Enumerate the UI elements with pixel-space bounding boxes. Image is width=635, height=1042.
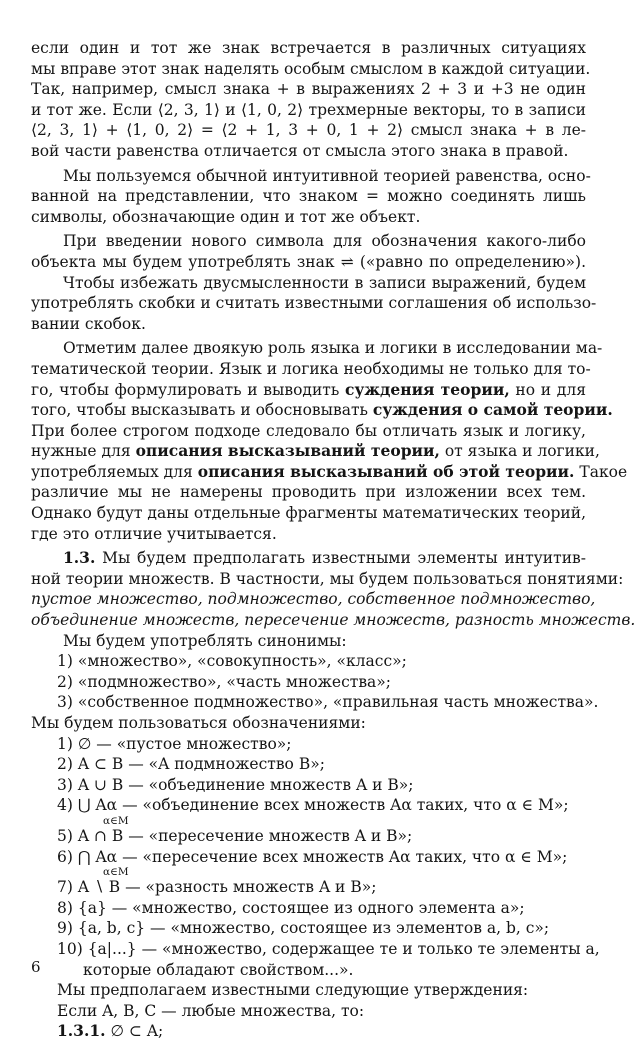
text-fragment: ∅ ⊂ A;	[105, 1022, 164, 1041]
list-item: 8) {a} — «множество, состоящее из одного элемента a»;	[57, 898, 525, 917]
text-line: вой части равенства отличается от смысла этого знака в правой.	[31, 141, 569, 160]
page-number: 6	[31, 958, 41, 976]
list-item: 1) «множество», «совокупность», «класс»;	[57, 652, 407, 671]
text-line: различие мы не намерены проводить при изложении всех тем.	[31, 483, 586, 502]
text-line: объекта мы будем употреблять знак ⇌ («равно по определению»).	[31, 252, 586, 271]
text-line: ⟨2, 3, 1⟩ + ⟨1, 0, 2⟩ = ⟨2 + 1, 3 + 0, 1 + 2⟩ смысл знака + в ле-	[31, 121, 586, 140]
list-item: 3) A ∪ B — «объединение множеств A и B»;	[57, 775, 414, 794]
list-intro: Мы будем пользоваться обозначениями:	[31, 714, 366, 732]
list-item: 2) A ⊂ B — «A подмножество B»;	[57, 755, 325, 774]
paragraph-language-logic	[31, 338, 628, 544]
text-line: При введении нового символа для обозначения какого-либо	[63, 232, 586, 251]
list-item: 1) ∅ — «пустое множество»;	[57, 734, 292, 753]
text-line	[31, 380, 586, 401]
statement-1-3-1	[31, 1021, 586, 1042]
text-fragment: употребляемых для	[31, 462, 198, 481]
text-line: символы, обозначающие один и тот же объект.	[31, 207, 421, 226]
list-item: 3) «собственное подмножество», «правильная часть множества».	[57, 693, 599, 712]
text-line: мы вправе этот знак наделять особым смыслом в каждой ситуации.	[31, 59, 591, 78]
paragraph-equality	[31, 166, 591, 228]
text-fragment: го, чтобы формулировать и выводить	[31, 380, 346, 399]
notations-list	[31, 713, 600, 980]
italic-terms: объединение множеств, пересечение множеств, разность множеств.	[31, 611, 635, 630]
text-fragment: того, чтобы высказывать и обосновывать	[31, 401, 373, 420]
text-line: Мы предполагаем известными следующие утверждения:	[57, 981, 529, 1000]
index-subscript: α∈M	[103, 814, 129, 827]
section-number: 1.3.	[63, 548, 96, 568]
text-line: тематической теории. Язык и логика необходимы не только для то-	[31, 359, 591, 378]
text-line: Чтобы избежать двусмысленности в записи выражений, будем	[63, 273, 586, 292]
text-line: Отметим далее двоякую роль языка и логики в исследовании ма-	[63, 339, 603, 358]
bold-term: описания высказываний теории,	[135, 441, 440, 461]
text-line: употреблять скобки и считать известными соглашения об использо-	[31, 294, 597, 313]
text-line	[31, 400, 613, 421]
text-line: Так, например, смысл знака + в выражениях 2 + 3 и +3 не один	[31, 80, 586, 99]
list-intro: Мы будем употреблять синонимы:	[63, 631, 347, 650]
text-line	[31, 548, 586, 569]
list-item: 4) ⋃ Aα — «объединение всех множеств Aα таких, что α ∈ M»;	[57, 796, 569, 815]
text-line: ванной на представлении, что знаком = можно соединять лишь	[31, 187, 586, 206]
text-fragment: от языка и логики,	[439, 442, 600, 461]
text-fragment: Такое	[574, 462, 628, 481]
text-line: Однако будут даны отдельные фрагменты математических теорий,	[31, 504, 586, 523]
list-item: 6) ⋂ Aα — «пересечение всех множеств Aα таких, что α ∈ M»;	[57, 847, 568, 866]
text-line: и тот же. Если ⟨2, 3, 1⟩ и ⟨1, 0, 2⟩ трехмерные векторы, то в записи	[31, 100, 586, 119]
text-fragment: Мы будем предполагать известными элементы интуитив-	[95, 549, 586, 568]
text-line: При более строгом подходе следовало бы отличать язык и логику,	[31, 421, 586, 440]
list-item: 10) {a|...} — «множество, содержащее те и только те элементы a,	[57, 939, 600, 958]
bold-term: суждения теории,	[345, 379, 510, 399]
bold-term: описания высказываний об этой теории.	[197, 461, 575, 481]
text-line: ной теории множеств. В частности, мы будем пользоваться понятиями:	[31, 569, 624, 588]
text-line: где это отличие учитывается.	[31, 524, 277, 543]
paragraph-definition-sign	[31, 231, 597, 334]
text-line: если один и тот же знак встречается в различных ситуациях	[31, 39, 586, 57]
text-line	[31, 589, 596, 610]
list-item: 2) «подмножество», «часть множества»;	[57, 672, 391, 691]
text-line: Если A, B, C — любые множества, то:	[57, 1001, 365, 1020]
list-item: 9) {a, b, c} — «множество, состоящее из элементов a, b, c»;	[57, 919, 550, 938]
text-fragment: но и для	[509, 380, 586, 399]
assumptions	[31, 980, 586, 1042]
text-line: вании скобок.	[31, 314, 146, 333]
text-fragment: нужные для	[31, 442, 136, 461]
synonyms-list	[31, 631, 599, 713]
text-line	[31, 441, 600, 462]
text-line	[31, 461, 628, 483]
italic-terms: пустое множество, подмножество, собственное подмножество,	[31, 590, 596, 609]
text-line	[31, 610, 635, 631]
list-item: 7) A ∖ B — «разность множеств A и B»;	[57, 878, 377, 897]
paragraph-signs	[31, 38, 591, 162]
list-item-continuation: которые обладают свойством...».	[83, 960, 354, 979]
bold-term: суждения о самой теории.	[372, 400, 613, 420]
statement-number: 1.3.1.	[57, 1021, 106, 1041]
text-line: Мы пользуемся обычной интуитивной теорией равенства, осно-	[63, 166, 591, 185]
list-item: 5) A ∩ B — «пересечение множеств A и B»;	[57, 826, 413, 845]
section-1-3	[31, 548, 635, 630]
index-subscript: α∈M	[103, 866, 129, 879]
